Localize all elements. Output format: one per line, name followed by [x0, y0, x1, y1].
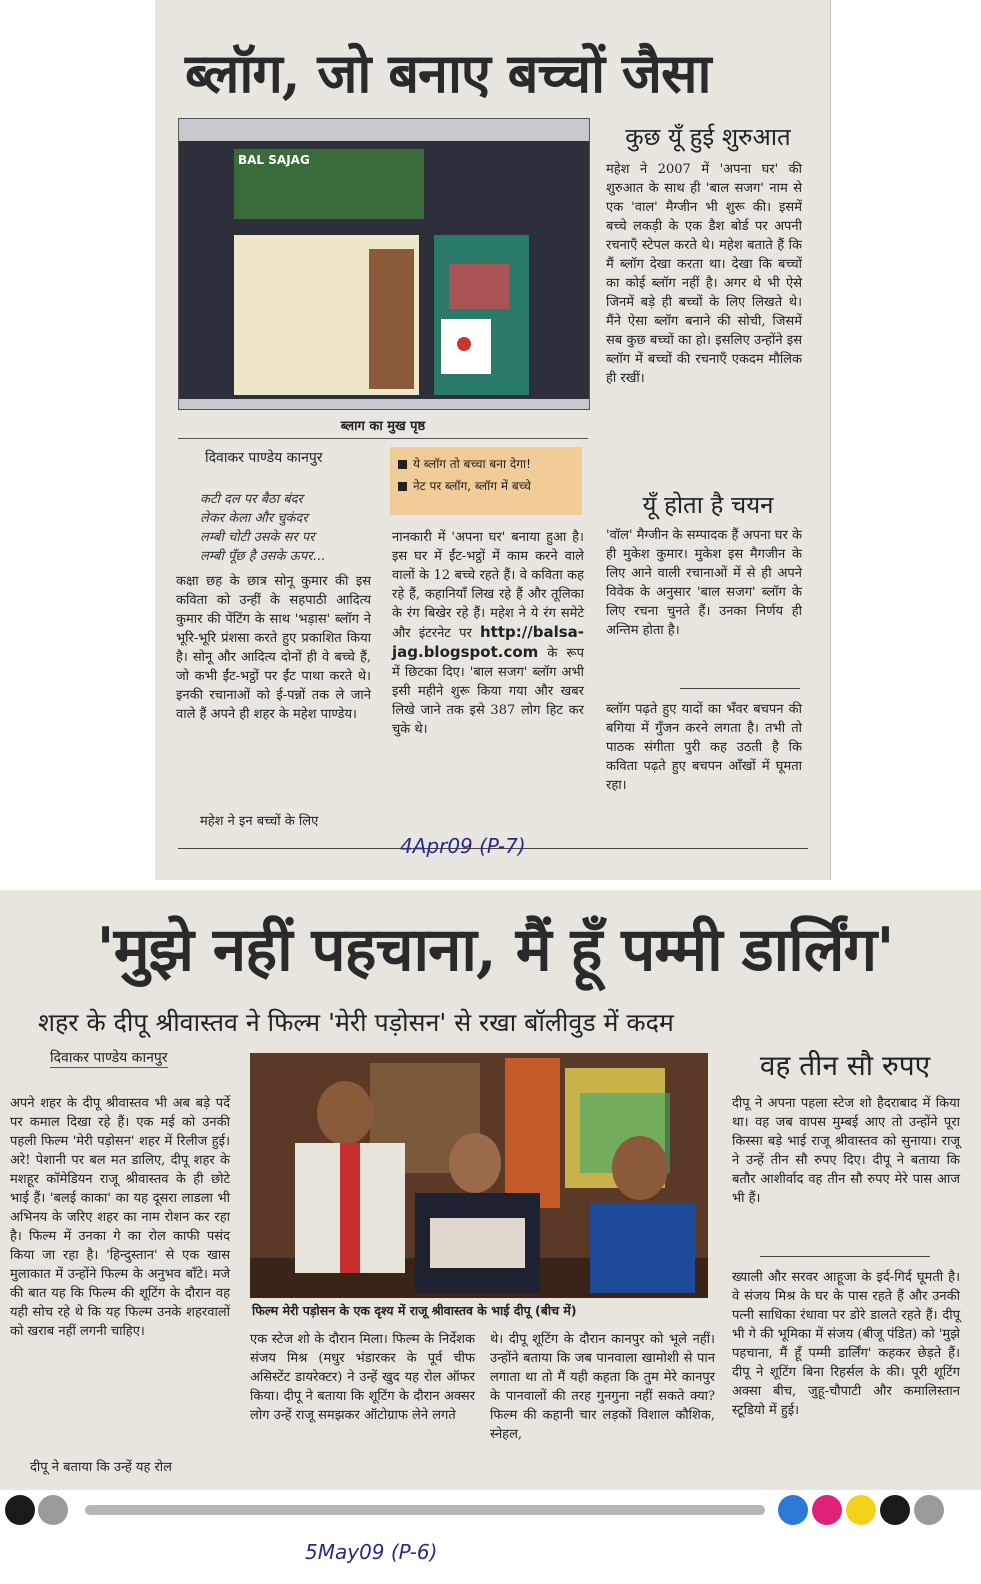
square-bullet-icon: [398, 482, 407, 491]
blog-col3-text: महेश ने 2007 में 'अपना घर' की शुरुआत के साथ ही 'बाल सजग' नाम से एक 'वाल' मैग्जीन भी शुरू की। इसमें बच्चे लकड़ी के एक डैश बोर्ड पर अपनी रचनाएँ स्टेपल करते थे। महेश बताते हैं कि मैं ब्लॉग देखा करता था। देखा कि बच्चों का कोई ब्लॉग नहीं है। अगर थे भी ऐसे जिनमें बड़े ही बच्चों के लिए लिखते थे। मैंने ऐसा ब्लॉग बनाने की सोची, जिसमें सब कुछ बच्चों का हो। इसलिए उन्होंने इस ब्लॉग में बच्चों की रचनाएँ एकदम मौलिक ही रखीं।: [606, 162, 802, 386]
film-col4-continue: ख्याली और सरवर आहूजा के इर्द-गिर्द घूमती है। वे संजय मिश्र के घर के पास रहते हैं और उनकी पत्नी साधिका रंधावा पर डोरे डालते रहते हैं। दीपू भी गे की भूमिका में संजय (बीजू पंडित) को 'मुझे पहचाना, मैं हूँ पम्मी डार्लिंग' कहकर छेड़ते हैं। दीपू ने शूटिंग बिना रिहर्सल के की। पूरी शूटिंग अक्सा बीच, जुहू-चौपाटी और कमालिस्तान स्टूडियो में हुई।: [732, 1270, 960, 1418]
blog-col3-reader-text: ब्लॉग पढ़ते हुए यादों का भँवर बचपन की बगिया में गुँजन करने लगता है। तभी तो पाठक संगीता पुरी कह उठती है कि कविता पढ़ते हुए बचपन आँखों में घूमता रहा।: [606, 702, 802, 793]
registration-dot-icon: [880, 1495, 910, 1525]
blog-url: http://balsa-jag.blogspot.com: [392, 623, 584, 661]
highlight-box: [390, 447, 582, 515]
divider-rule-film: [760, 1256, 930, 1257]
blog-col2-para: नानकारी में 'अपना घर' बनाया हुआ है। इस घर में ईंट-भट्ठों में काम करने वाले वालों के 12 बच्चे रहते हैं। वे कविता कह रहे हैं, कहानियाँ लिख रहे हैं और तूलिका के रंग बिखेर रहे हैं। महेश ने ये रंग समेटे और इंटरनेट पर: [392, 530, 584, 641]
registration-dot-icon: [38, 1495, 68, 1525]
blog-screenshot-image: [178, 118, 590, 410]
blog-col1-continue: महेश ने इन बच्चों के लिए: [200, 814, 319, 829]
film-scene-illustration: [250, 1053, 708, 1298]
blog-banner-title: BAL SAJAG: [238, 153, 310, 167]
highlight-item: [398, 453, 574, 475]
highlight-text: ये ब्लॉग तो बच्चा बना देगा!: [413, 457, 531, 471]
film-col4-text: दीपू ने अपना पहला स्टेज शो हैदराबाद में किया था। वह जब वापस मुम्बई आए तो उन्होंने पूरा किस्सा बड़े भाई राजू श्रीवास्तव को सुनाया। राजू ने उन्हें तीन सौ रुपए दिए। दीपू ने बताया कि बतौर आशीर्वाद वह तीन सौ रुपए मेरे पास आज भी हैं।: [732, 1096, 960, 1206]
poem-line: कटी दल पर बैठा बंदर: [200, 492, 303, 507]
subhead-selection: यूँ होता है चयन: [642, 491, 774, 519]
print-registration-bar: [0, 1492, 981, 1532]
handwritten-date-note: 4Apr09 (P-7): [400, 834, 526, 858]
registration-dot-icon: [812, 1495, 842, 1525]
blog-col1-text: कक्षा छह के छात्र सोनू कुमार की इस कविता को उन्हीं के सहपाठी आदित्य कुमार की पेंटिंग के साथ 'भड़ास' ब्लॉग ने भूरि-भूरि प्रंशसा करते हुए प्रकाशित किया है। सोनू और आदित्य दोनों ही वे बच्चे हैं, जो कभी ईंट-भट्ठों पर ईंट पाथा करते थे। इनकी रचानाओं को ई-पन्नों तक ले जाने वाले हैं अपने ही शहर के महेश पाण्डेय।: [176, 574, 371, 722]
film-col3-text: थे। दीपू शूटिंग के दौरान कानपुर को भूले नहीं। उन्होंने बताया कि जब पानवाला खामोशी से पान लगाता था तो मैं यही कहता कि तुम मेरे कानपुर के पानवालों की तरह गुनगुना नहीं सकते क्या? फिल्म की कहानी चार लड़कों विशाल कौशिक, स्नेहल,: [490, 1332, 715, 1442]
byline-blog: दिवाकर पाण्डेय कानपुर: [205, 450, 323, 466]
blog-profile-photo: [449, 264, 509, 309]
handwritten-date-note-2: 5May09 (P-6): [305, 1540, 438, 1564]
registration-dot-icon: [778, 1495, 808, 1525]
blog-col2-text: [392, 528, 584, 739]
registration-dot-icon: [5, 1495, 35, 1525]
browser-statusbar: [179, 399, 589, 409]
registration-grey-bar: [85, 1505, 765, 1515]
film-photo-caption: फिल्म मेरी पड़ोसन के एक दृश्य में राजू श्रीवास्तव के भाई दीपू (बीच में): [252, 1303, 577, 1318]
registration-dot-icon: [846, 1495, 876, 1525]
blog-banner: [234, 149, 424, 219]
browser-toolbar: [179, 119, 589, 141]
blog-col3-selection-text: 'वॉल' मैग्जीन के सम्पादक हैं अपना घर के ही मुकेश कुमार। मुकेश इस मैगजीन के लिए आने वाली रचानाओं में से ही अपने विवेक के अनुसार 'बाल सजग' ब्लॉग के लिए रचना चुनते हैं। उनका निर्णय ही अन्तिम होता है।: [606, 528, 802, 638]
subhead-beginning: कुछ यूँ हुई शुरुआत: [625, 123, 791, 151]
film-col1-text: अपने शहर के दीपू श्रीवास्तव भी अब बड़े पर्दे पर कमाल दिखा रहे हैं। एक मई को उनकी पहली फिल्म 'मेरी पड़ोसन' शहर में रिलीज हुई। अरे! पेशानी पर बल मत डालिए, दीपू शहर के मशहूर कॉमेडियन राजू श्रीवास्तव के ही छोटे भाई हैं। 'बलई काका' का यह दूसरा लाडला भी अभिनय के जरिए शहर का नाम रोशन कर रहा है। फिल्म में उनका गे का रोल काफी पसंद किया जा रहा है। 'हिन्दुस्तान' से एक खास मुलाकात में उन्होंने फिल्म के अनुभव बाँटे। मजे की बात यह कि फिल्म की शूटिंग के दौरान वह यही सोच रहे थे कि यह फिल्म उनके शहरवालों को खराब नहीं लगनी चाहिए।: [10, 1096, 230, 1339]
poem-line: लेकर केला और चुकंदर: [200, 511, 308, 526]
film-col1-continue: दीपू ने बताया कि उन्हें यह रोल: [30, 1460, 172, 1475]
registration-dot-icon: [914, 1495, 944, 1525]
subhead-300-rupees: वह तीन सौ रुपए: [759, 1049, 931, 1082]
poem-block: [200, 490, 385, 566]
poem-line: लम्बी चोटी उसके सर पर: [200, 530, 315, 545]
divider-rule: [680, 688, 800, 689]
screenshot-caption: ब्लाग का मुख पृष्ठ: [178, 416, 588, 439]
headline-film: 'मुझे नहीं पहचाना, मैं हूँ पम्मी डार्लिंग': [96, 915, 894, 985]
highlight-text: नेट पर ब्लॉग, ब्लॉग में बच्चे: [413, 479, 531, 493]
film-scene-photo: [250, 1053, 708, 1298]
highlight-item: [398, 475, 574, 497]
blog-red-dot: [457, 337, 471, 351]
blog-col2-para-end: के रूप में छिटका दिए। 'बाल सजग' ब्लॉग अभी इसी महीने शुरू किया गया और खबर लिखे जाने तक इसे 387 लोग हिट कर चुके थे।: [392, 646, 584, 737]
byline-film: दिवाकर पाण्डेय कानपुर: [50, 1050, 168, 1066]
blog-photo-strip: [369, 249, 414, 389]
poem-line: लम्बी पूँछ है उसके ऊपर...: [200, 549, 325, 564]
square-bullet-icon: [398, 460, 407, 469]
film-col2-text: एक स्टेज शो के दौरान मिला। फिल्म के निर्देशक संजय मिश्र (मधुर भंडारकर के पूर्व चीफ असिस्टेंट डायरेक्टर) ने उन्हें खुद यह रोल ऑफर किया। दीपू ने बताया कि शूटिंग के दौरान अक्सर लोग उन्हें राजू समझकर ऑटोग्राफ लेने लगते: [250, 1332, 475, 1423]
headline-blog: ब्लॉग, जो बनाए बच्चों जैसा: [185, 41, 711, 105]
subtitle-film: शहर के दीपू श्रीवास्तव ने फिल्म 'मेरी पड़ोसन' से रखा बॉलीवुड में कदम: [38, 1008, 674, 1037]
